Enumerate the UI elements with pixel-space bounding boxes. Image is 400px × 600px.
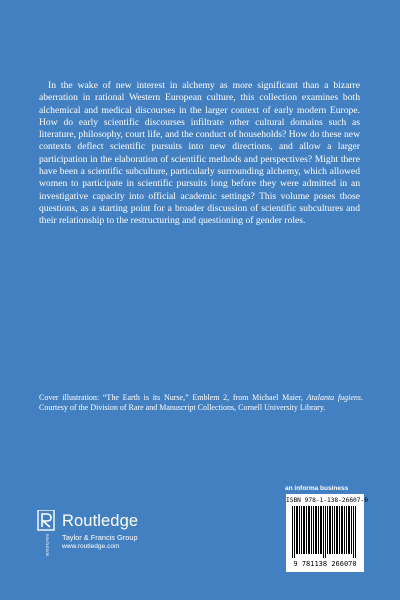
- informa-brand: an informa business: [285, 485, 349, 492]
- publisher-url: www.routledge.com: [62, 543, 120, 550]
- routledge-logo-icon: [37, 510, 57, 558]
- publisher-block: [37, 510, 177, 568]
- isbn-number: ISBN 978-1-138-26607-0: [286, 497, 368, 504]
- barcode-icon: [290, 506, 360, 558]
- credit-prefix: Cover illustration: “The Earth is its Nurse,” Emblem 2, from Michael Maier,: [39, 393, 307, 402]
- barcode-box: [286, 494, 368, 572]
- credit-title: Atalanta fugiens: [306, 393, 361, 402]
- cover-illustration-credit: [39, 393, 363, 413]
- ean-number: 9 781138 266070: [293, 560, 357, 568]
- publisher-name: Routledge: [62, 512, 139, 530]
- svg-text:ROUTLEDGE: ROUTLEDGE: [45, 534, 49, 557]
- informa-business-label: [285, 485, 348, 492]
- credit-suffix: . Courtesy of the Division of Rare and Manuscript Collections, Cornell University Library.: [39, 393, 363, 413]
- blurb-text: In the wake of new interest in alchemy as more significant than a bizarre aberration in rational Western European culture, this collection examines both alchemical and medical discourses in the larger context of early modern Europe. How do early scientific discourses infiltrate other cultural domains such as literature, philosophy, court life, and the conduct of households? How do these new contexts deflect scientific pursuits into new directions, and allow a larger participation in the elaboration of scientific methods and perspectives? Might there have been a scientific subculture, particularly surrounding alchemy, which allowed women to participate in scientific pursuits long before they were admitted in an investigative capacity into official academic settings? This volume poses those questions, as a starting point for a broader discussion of scientific subcultures and their relationship to the restructuring and questioning of gender roles.: [39, 80, 360, 227]
- publisher-group: Taylor & Francis Group: [62, 533, 138, 542]
